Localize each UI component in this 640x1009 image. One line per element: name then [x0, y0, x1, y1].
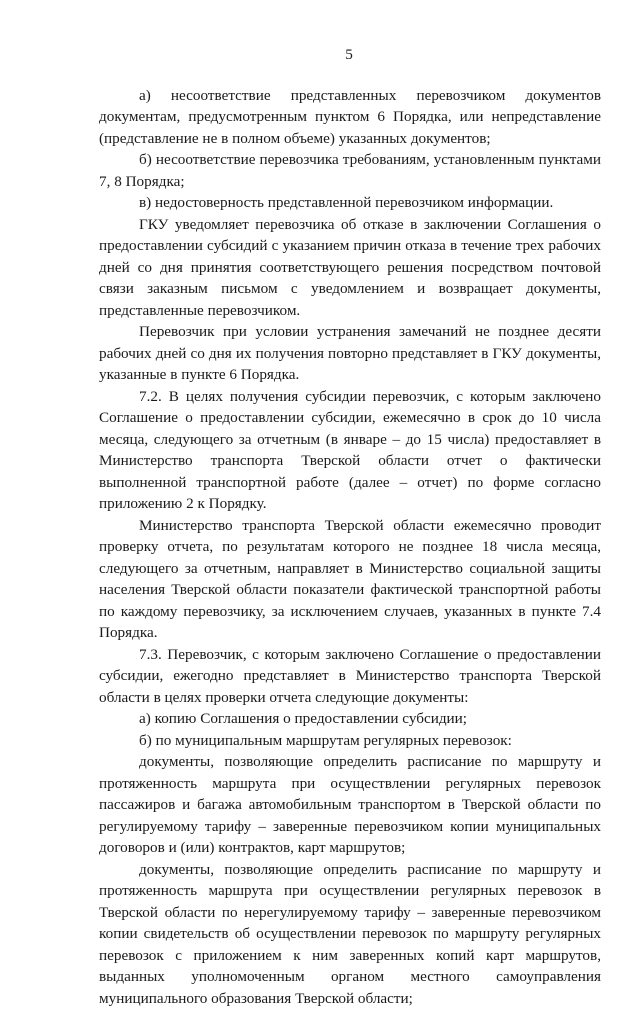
paragraph: б) несоответствие перевозчика требованиям, установленным пунктами 7, 8 Порядка; [99, 149, 601, 192]
paragraph: ГКУ уведомляет перевозчика об отказе в заключении Соглашения о предоставлении субсидий с указанием причин отказа в течение трех рабочих дней со дня принятия соответствующего решения посредством почтовой связи заказным письмом с уведомлением и возвращает документы, представленные перевозчиком. [99, 214, 601, 322]
paragraph: Министерство транспорта Тверской области ежемесячно проводит проверку отчета, по результатам которого не позднее 18 числа месяца, следующего за отчетным, направляет в Министерство социальной защиты населения Тверской области показатели фактической транспортной работы по каждому перевозчику, за исключением случаев, указанных в пункте 7.4 Порядка. [99, 515, 601, 644]
paragraph: в) недостоверность представленной перевозчиком информации. [99, 192, 601, 214]
paragraph: 7.2. В целях получения субсидии перевозчик, с которым заключено Соглашение о предоставлении субсидии, ежемесячно в срок до 10 числа месяца, следующего за отчетным (в январе – до 15 числа) предоставляет в Министерство транспорта Тверской области отчет о фактически выполненной транспортной работе (далее – отчет) по форме согласно приложению 2 к Порядку. [99, 386, 601, 515]
paragraph: а) несоответствие представленных перевозчиком документов документам, предусмотренным пунктом 6 Порядка, или непредставление (представление не в полном объеме) указанных документов; [99, 85, 601, 150]
paragraph: документы, позволяющие определить расписание по маршруту и протяженность маршрута при осуществлении регулярных перевозок в Тверской области по нерегулируемому тарифу – заверенные перевозчиком копии свидетельств об осуществлении перевозок по маршруту регулярных перевозок с приложением к ним заверенных копий карт маршрутов, выданных уполномоченным органом местного самоуправления муниципального образования Тверской области; [99, 859, 601, 1009]
paragraph: а) копию Соглашения о предоставлении субсидии; [99, 708, 601, 730]
paragraph: 7.3. Перевозчик, с которым заключено Соглашение о предоставлении субсидии, ежегодно представляет в Министерство транспорта Тверской области в целях проверки отчета следующие документы: [99, 644, 601, 709]
page-number: 5 [99, 44, 601, 66]
paragraph: Перевозчик при условии устранения замечаний не позднее десяти рабочих дней со дня их получения повторно представляет в ГКУ документы, указанные в пункте 6 Порядка. [99, 321, 601, 386]
paragraph: документы, позволяющие определить расписание по маршруту и протяженность маршрута при осуществлении регулярных перевозок пассажиров и багажа автомобильным транспортом в Тверской области по регулируемому тарифу – заверенные перевозчиком копии муниципальных договоров и (или) контрактов, карт маршрутов; [99, 751, 601, 859]
paragraph: б) по муниципальным маршрутам регулярных перевозок: [99, 730, 601, 752]
